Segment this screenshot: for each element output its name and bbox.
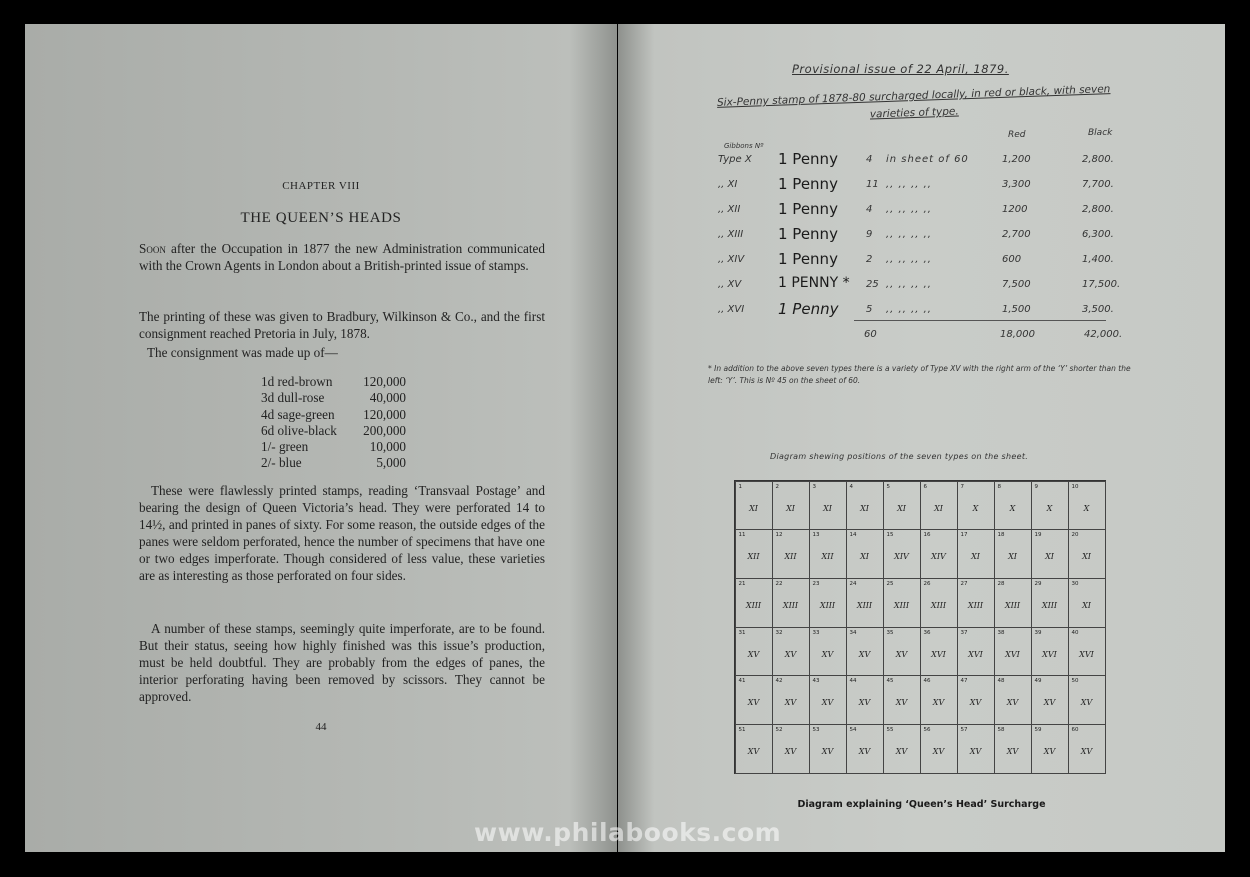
surcharge-text: 1 PENNY *: [778, 275, 850, 291]
cell-number: 49: [1034, 678, 1042, 685]
total-black: 42,000.: [1084, 329, 1123, 340]
consignment-list: [261, 374, 406, 472]
cell-number: 57: [960, 726, 968, 733]
cell-number: 19: [1034, 532, 1042, 539]
cell-type: XIII: [1041, 600, 1058, 610]
cell-type: XI: [971, 552, 980, 562]
sheet-cell: [920, 481, 958, 531]
cell-number: 4: [849, 483, 853, 490]
sheet-cell: [994, 529, 1032, 579]
cell-number: 11: [738, 532, 746, 539]
surcharge-text: 1 Penny: [778, 300, 839, 318]
cell-type: XI: [897, 503, 906, 513]
red-quantity: 1,200: [1002, 154, 1031, 165]
cell-number: 5: [886, 483, 890, 490]
cell-number: 28: [997, 580, 1005, 587]
sheet-cell: [735, 627, 773, 677]
cell-type: XVI: [1042, 649, 1057, 659]
page-number: 44: [315, 721, 327, 733]
cell-number: 7: [960, 483, 964, 490]
cell-number: 24: [849, 580, 857, 587]
consignment-row: 3d dull-rose 40,000: [261, 390, 406, 406]
cell-number: 27: [960, 580, 968, 587]
watermark: www.philabooks.com: [474, 818, 782, 847]
cell-number: 33: [812, 629, 820, 636]
black-quantity: 2,800.: [1082, 154, 1114, 165]
cell-number: 10: [1071, 483, 1079, 490]
sheet-cell: [1031, 627, 1069, 677]
sheet-cell: [809, 578, 847, 628]
count-in-sheet: 11: [866, 179, 879, 190]
cell-number: 55: [886, 726, 894, 733]
cell-type: XV: [895, 698, 908, 708]
sheet-cell: [772, 724, 810, 774]
sheet-description: ,, ,, ,, ,,: [886, 304, 932, 315]
cell-number: 34: [849, 629, 857, 636]
cell-type: X: [1046, 503, 1053, 513]
sheet-cell: [1068, 627, 1106, 677]
sheet-cell: [920, 724, 958, 774]
cell-number: 25: [886, 580, 894, 587]
cell-type: XV: [1043, 698, 1056, 708]
type-table-row: [718, 225, 1118, 247]
type-label: ,, XV: [718, 279, 742, 290]
sheet-cell: [1068, 529, 1106, 579]
sheet-cell: [809, 481, 847, 531]
consignment-row: 1/- green 10,000: [261, 439, 406, 455]
cell-type: XIII: [745, 600, 762, 610]
cell-type: XI: [823, 503, 832, 513]
cell-number: 9: [1034, 483, 1038, 490]
sheet-cell: [809, 627, 847, 677]
cell-type: XV: [932, 698, 945, 708]
sheet-cell: [1031, 675, 1069, 725]
sheet-cell: [957, 675, 995, 725]
cell-number: 37: [960, 629, 968, 636]
paragraph-1: [139, 240, 545, 274]
red-quantity: 3,300: [1002, 179, 1031, 190]
cell-type: XV: [969, 698, 982, 708]
cell-type: XV: [821, 746, 834, 756]
cell-type: XV: [858, 698, 871, 708]
consignment-row: 2/- blue 5,000: [261, 455, 406, 471]
sheet-cell: [920, 529, 958, 579]
consignment-row: 1d red-brown 120,000: [261, 374, 406, 389]
sheet-cell: [883, 529, 921, 579]
cell-number: 6: [923, 483, 927, 490]
cell-type: XVI: [968, 649, 983, 659]
cell-type: XV: [747, 649, 760, 659]
total-red: 18,000: [1000, 329, 1035, 340]
sheet-cell: [957, 724, 995, 774]
cell-type: XV: [895, 746, 908, 756]
paragraph-3: The consignment was made up of—: [147, 345, 338, 360]
cell-type: XV: [858, 649, 871, 659]
cell-number: 41: [738, 678, 746, 685]
consignment-row: 4d sage-green 120,000: [261, 406, 406, 422]
cell-type: X: [1083, 503, 1090, 513]
red-quantity: 1,500: [1002, 304, 1031, 315]
provisional-heading: Provisional issue of 22 April, 1879.: [792, 62, 1009, 76]
sheet-cell: [957, 529, 995, 579]
type-label: ,, XI: [718, 179, 738, 190]
cell-number: 8: [997, 483, 1001, 490]
cell-number: 22: [775, 580, 783, 587]
cell-type: XI: [860, 552, 869, 562]
type-table-row: [718, 175, 1118, 197]
cell-type: XI: [1008, 552, 1017, 562]
cell-number: 52: [775, 726, 783, 733]
cell-type: XVI: [931, 649, 946, 659]
black-quantity: 6,300.: [1082, 229, 1114, 240]
cell-number: 26: [923, 580, 931, 587]
sheet-cell: [920, 675, 958, 725]
cell-number: 44: [849, 678, 857, 685]
count-in-sheet: 4: [866, 154, 873, 165]
black-quantity: 17,500.: [1082, 279, 1121, 290]
type-table-row: [718, 275, 1121, 297]
red-quantity: 2,700: [1002, 229, 1031, 240]
sheet-cell: [883, 627, 921, 677]
sheet-cell: [994, 724, 1032, 774]
cell-type: XV: [784, 649, 797, 659]
type-table-row: [718, 250, 1118, 272]
cell-number: 2: [775, 483, 779, 490]
cell-type: X: [1009, 503, 1016, 513]
cell-number: 58: [997, 726, 1005, 733]
surcharge-subheading: Six-Penny stamp of 1878-80 surcharged locally, in red or black, with seven varieties of type.: [716, 83, 1111, 121]
left-page: [25, 24, 617, 852]
sheet-cell: [957, 578, 995, 628]
count-in-sheet: 9: [866, 229, 873, 240]
cell-number: 48: [997, 678, 1005, 685]
cell-type: XV: [1043, 746, 1056, 756]
type-label: ,, XVI: [718, 304, 745, 315]
cell-type: XIII: [893, 600, 910, 610]
sheet-cell: [1068, 675, 1106, 725]
sheet-cell: [1031, 481, 1069, 531]
cell-type: XI: [1082, 552, 1091, 562]
cell-type: XV: [784, 746, 797, 756]
cell-type: XI: [1082, 600, 1091, 610]
cell-type: XII: [784, 552, 797, 562]
cell-number: 59: [1034, 726, 1042, 733]
sheet-cell: [735, 481, 773, 531]
cell-type: XIV: [894, 552, 909, 562]
cell-type: XV: [1080, 746, 1093, 756]
cell-number: 39: [1034, 629, 1042, 636]
sheet-cell: [772, 481, 810, 531]
cell-number: 35: [886, 629, 894, 636]
cell-type: XI: [786, 503, 795, 513]
cell-type: XI: [1045, 552, 1054, 562]
sheet-description: ,, ,, ,, ,,: [886, 254, 932, 265]
sheet-cell: [772, 675, 810, 725]
surcharge-text: 1 Penny: [778, 200, 838, 218]
black-column-header: Black: [1088, 128, 1113, 138]
cell-number: 51: [738, 726, 746, 733]
sheet-cell: [809, 529, 847, 579]
cell-number: 15: [886, 532, 894, 539]
cell-number: 30: [1071, 580, 1079, 587]
cell-number: 47: [960, 678, 968, 685]
sheet-cell: [846, 578, 884, 628]
sheet-cell: [1031, 724, 1069, 774]
cell-number: 56: [923, 726, 931, 733]
cell-type: XV: [1006, 698, 1019, 708]
sheet-cell: [1031, 578, 1069, 628]
cell-number: 18: [997, 532, 1005, 539]
sheet-cell: [994, 481, 1032, 531]
cell-type: XIII: [930, 600, 947, 610]
paragraph-1-text: after the Occupation in 1877 the new Administration communicated with the Crown Agents in London about a British-printed issue of stamps.: [139, 241, 545, 273]
black-quantity: 7,700.: [1082, 179, 1114, 190]
cell-type: XV: [969, 746, 982, 756]
cell-type: XV: [895, 649, 908, 659]
cell-type: XII: [821, 552, 834, 562]
cell-type: XVI: [1005, 649, 1020, 659]
cell-number: 36: [923, 629, 931, 636]
cell-number: 46: [923, 678, 931, 685]
cell-number: 16: [923, 532, 931, 539]
sheet-cell: [883, 724, 921, 774]
sheet-cell: [735, 724, 773, 774]
consignment-row: 6d olive-black 200,000: [261, 422, 406, 438]
red-column-header: Red: [1008, 130, 1026, 140]
cell-number: 1: [738, 483, 742, 490]
type-label: Type X: [718, 154, 752, 165]
cell-number: 32: [775, 629, 783, 636]
surcharge-text: 1 Penny: [778, 225, 838, 243]
sheet-cell: [1068, 578, 1106, 628]
right-page: [618, 24, 1225, 852]
cell-type: XV: [821, 698, 834, 708]
red-quantity: 600: [1002, 254, 1022, 265]
sheet-cell: [994, 675, 1032, 725]
cell-number: 60: [1071, 726, 1079, 733]
surcharge-text: 1 Penny: [778, 175, 838, 193]
cell-type: XIII: [782, 600, 799, 610]
type-table-row: [718, 150, 1118, 172]
paragraph-5: A number of these stamps, seemingly quite imperforate, are to be found. But their status, seeing how highly finished was this issue’s production, must be held doubtful. They are probably from the edges of panes, the interior perforating having been removed by scissors. They cannot be approved.: [139, 621, 545, 704]
cell-number: 21: [738, 580, 746, 587]
sheet-cell: [883, 481, 921, 531]
black-quantity: 3,500.: [1082, 304, 1114, 315]
sheet-cell: [883, 675, 921, 725]
cell-type: XI: [934, 503, 943, 513]
sheet-description: in sheet of 60: [886, 154, 969, 165]
sheet-cell: [809, 675, 847, 725]
cell-number: 40: [1071, 629, 1079, 636]
sheet-cell: [1068, 481, 1106, 531]
cell-type: XI: [860, 503, 869, 513]
chapter-title: THE QUEEN’S HEADS: [240, 210, 402, 226]
sheet-cell: [846, 529, 884, 579]
sheet-cell: [883, 578, 921, 628]
black-quantity: 1,400.: [1082, 254, 1114, 265]
total-divider: [854, 320, 1106, 321]
sheet-cell: [1031, 529, 1069, 579]
sheet-cell: [772, 627, 810, 677]
cell-type: XV: [784, 698, 797, 708]
cell-number: 14: [849, 532, 857, 539]
cell-type: XIII: [967, 600, 984, 610]
sheet-cell: [994, 627, 1032, 677]
sheet-cell: [772, 529, 810, 579]
count-in-sheet: 2: [866, 254, 873, 265]
sheet-cell: [735, 675, 773, 725]
type-label: ,, XIV: [718, 254, 745, 265]
footnote: * In addition to the above seven types there is a variety of Type XV with the right arm of the ‘Y’ shorter than the left: ‘Y’. This is Nº 45 on the sheet of 60.: [708, 364, 1131, 385]
cell-number: 50: [1071, 678, 1079, 685]
cell-type: XV: [858, 746, 871, 756]
gibbons-column-header: Gibbons Nº: [724, 142, 764, 150]
sheet-description: ,, ,, ,, ,,: [886, 279, 932, 290]
cell-type: XIII: [819, 600, 836, 610]
cell-number: 43: [812, 678, 820, 685]
paragraph-4: These were flawlessly printed stamps, reading ‘Transvaal Postage’ and bearing the design of Queen Victoria’s head. They were perforated 14 to 14½, and printed in panes of sixty. For some reason, the outside edges of the panes were seldom perforated, hence the number of specimens that have one or two edges imperforate. Though considered of less value, these varieties are as interesting as those perforated on four sides.: [139, 483, 545, 583]
cell-type: XIII: [1004, 600, 1021, 610]
sheet-cell: [735, 578, 773, 628]
cell-number: 29: [1034, 580, 1042, 587]
cell-number: 17: [960, 532, 968, 539]
cell-number: 20: [1071, 532, 1079, 539]
cell-number: 23: [812, 580, 820, 587]
count-in-sheet: 25: [866, 279, 879, 290]
sheet-cell: [846, 481, 884, 531]
sheet-description: ,, ,, ,, ,,: [886, 204, 932, 215]
paragraph-1-lead: Soon: [139, 241, 166, 256]
type-table-row: [718, 300, 1118, 322]
sheet-cell: [957, 481, 995, 531]
red-quantity: 1200: [1002, 204, 1028, 215]
chapter-label: CHAPTER VIII: [282, 180, 360, 192]
black-quantity: 2,800.: [1082, 204, 1114, 215]
cell-number: 45: [886, 678, 894, 685]
sheet-cell: [957, 627, 995, 677]
sheet-description: ,, ,, ,, ,,: [886, 179, 932, 190]
cell-number: 13: [812, 532, 820, 539]
surcharge-text: 1 Penny: [778, 250, 838, 268]
cell-type: XV: [747, 698, 760, 708]
cell-type: XV: [1006, 746, 1019, 756]
cell-number: 53: [812, 726, 820, 733]
cell-type: XV: [932, 746, 945, 756]
cell-number: 12: [775, 532, 783, 539]
sheet-cell: [994, 578, 1032, 628]
sheet-cell: [809, 724, 847, 774]
sheet-cell: [846, 724, 884, 774]
sheet-cell: [1068, 724, 1106, 774]
type-label: ,, XIII: [718, 229, 744, 240]
type-label: ,, XII: [718, 204, 741, 215]
cell-number: 31: [738, 629, 746, 636]
cell-type: XV: [821, 649, 834, 659]
red-quantity: 7,500: [1002, 279, 1031, 290]
sheet-cell: [920, 578, 958, 628]
surcharge-text: 1 Penny: [778, 150, 838, 168]
count-in-sheet: 4: [866, 204, 873, 215]
total-count: 60: [864, 329, 877, 340]
diagram-title: Diagram shewing positions of the seven types on the sheet.: [770, 452, 1029, 461]
sheet-cell: [846, 675, 884, 725]
cell-type: XII: [747, 552, 760, 562]
cell-number: 38: [997, 629, 1005, 636]
cell-type: XV: [1080, 698, 1093, 708]
cell-type: XIV: [931, 552, 946, 562]
sheet-description: ,, ,, ,, ,,: [886, 229, 932, 240]
type-table-row: [718, 200, 1118, 222]
cell-type: XVI: [1079, 649, 1094, 659]
cell-type: XV: [747, 746, 760, 756]
cell-number: 3: [812, 483, 816, 490]
cell-type: XIII: [856, 600, 873, 610]
diagram-caption: Diagram explaining ‘Queen’s Head’ Surcharge: [797, 799, 1046, 810]
cell-type: X: [972, 503, 979, 513]
sheet-cell: [846, 627, 884, 677]
sheet-cell: [920, 627, 958, 677]
cell-number: 54: [849, 726, 857, 733]
cell-type: XI: [749, 503, 758, 513]
sheet-position-grid: [734, 480, 1106, 774]
cell-number: 42: [775, 678, 783, 685]
count-in-sheet: 5: [866, 304, 873, 315]
sheet-cell: [735, 529, 773, 579]
paragraph-2: The printing of these was given to Bradbury, Wilkinson & Co., and the first consignment reached Pretoria in July, 1878.: [139, 309, 545, 341]
sheet-cell: [772, 578, 810, 628]
